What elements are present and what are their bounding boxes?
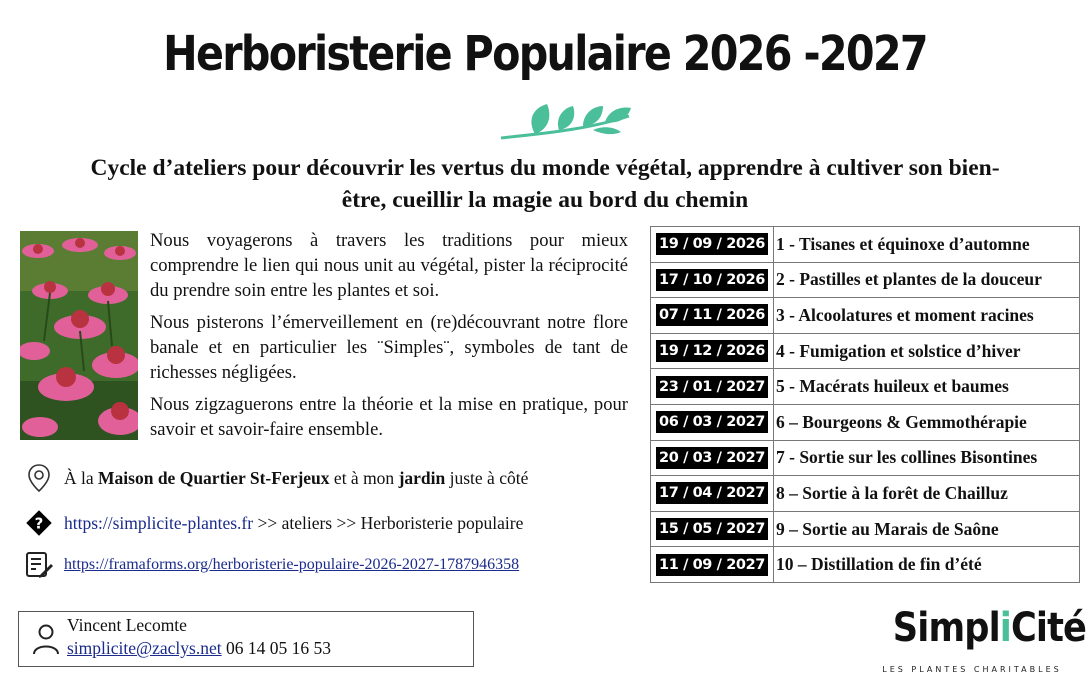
contact-email[interactable]: simplicite@zaclys.net [67, 638, 222, 658]
schedule-date: 11 / 09 / 2027 [656, 554, 768, 576]
leaf-branch-icon [497, 100, 637, 146]
schedule-row [651, 369, 1080, 405]
location-place: Maison de Quartier St-Ferjeux [98, 467, 330, 488]
schedule-workshop: 1 - Tisanes et équinoxe d’automne [774, 227, 1080, 263]
question-diamond-icon [24, 508, 54, 538]
form-row [24, 550, 519, 580]
location-row: À la Maison de Quartier St-Ferjeux et à mon jardin juste à côté [24, 463, 528, 493]
schedule-row [651, 333, 1080, 369]
schedule-row [651, 227, 1080, 263]
schedule-date: 17 / 04 / 2027 [656, 482, 768, 504]
intro-paragraph: Nous pisterons l’émerveillement en (re)découvrant notre flore banale et en particulier les ¨Simples¨, symboles de tant de richesses négligées. [150, 312, 628, 383]
schedule-workshop: 8 – Sortie à la forêt de Chailluz [774, 476, 1080, 512]
schedule-workshop: 5 - Macérats huileux et baumes [774, 369, 1080, 405]
subtitle: Cycle d’ateliers pour découvrir les vertus du monde végétal, apprendre à cultiver son bien- être, cueillir la magie au bord du chemin [90, 155, 1000, 213]
page-title: Herboristerie Populaire 2026 -2027 [163, 26, 927, 82]
intro-text [150, 228, 628, 449]
schedule-date: 15 / 05 / 2027 [656, 518, 768, 540]
schedule-date: 07 / 11 / 2026 [656, 304, 768, 326]
form-edit-icon [24, 550, 54, 580]
schedule-workshop: 10 – Distillation de fin d’été [774, 547, 1080, 583]
schedule-workshop: 2 - Pastilles et plantes de la douceur [774, 262, 1080, 298]
contact-name: Vincent Lecomte [67, 615, 187, 635]
website-link[interactable]: https://simplicite-plantes.fr [64, 512, 254, 533]
schedule-workshop: 6 – Bourgeons & Gemmothérapie [774, 404, 1080, 440]
schedule-workshop: 7 - Sortie sur les collines Bisontines [774, 440, 1080, 476]
intro-paragraph: Nous zigzaguerons entre la théorie et la mise en pratique, pour savoir et savoir-faire ensemble. [150, 394, 628, 440]
form-link[interactable]: https://framaforms.org/herboristerie-populaire-2026-2027-1787946358 [64, 556, 520, 573]
schedule-row [651, 511, 1080, 547]
website-row [24, 508, 523, 538]
echinacea-flowers-photo [20, 231, 138, 440]
schedule-date: 19 / 12 / 2026 [656, 340, 768, 362]
schedule-workshop: 9 – Sortie au Marais de Saône [774, 511, 1080, 547]
schedule-date: 20 / 03 / 2027 [656, 447, 768, 469]
schedule-workshop: 3 - Alcoolatures et moment racines [774, 298, 1080, 334]
schedule-row [651, 547, 1080, 583]
intro-paragraph: Nous voyagerons à travers les traditions pour mieux comprendre le lien qui nous unit au végétal, pister la réciprocité du prendre soin entre les plantes et soi. [150, 230, 628, 301]
schedule-workshop: 4 - Fumigation et solstice d’hiver [774, 333, 1080, 369]
location-garden: jardin [398, 467, 446, 488]
contact-box [18, 611, 474, 667]
website-path: >> ateliers >> Herboristerie populaire [257, 512, 524, 533]
schedule-row [651, 298, 1080, 334]
schedule-row [651, 476, 1080, 512]
schedule-row [651, 404, 1080, 440]
schedule-table [650, 226, 1080, 583]
schedule-date: 06 / 03 / 2027 [656, 411, 768, 433]
schedule-date: 23 / 01 / 2027 [656, 376, 768, 398]
schedule-row [651, 262, 1080, 298]
logo-tagline: LES PLANTES CHARITABLES [882, 665, 1062, 674]
schedule-date: 17 / 10 / 2026 [656, 269, 768, 291]
user-icon [31, 622, 61, 656]
map-pin-icon [24, 463, 54, 493]
svg-text:?: ? [34, 514, 44, 533]
schedule-row [651, 440, 1080, 476]
contact-phone: 06 14 05 16 53 [226, 638, 331, 658]
schedule-date: 19 / 09 / 2026 [656, 233, 768, 255]
simplicite-logo: SimpliCité LES PLANTES CHARITABLES [882, 605, 1087, 674]
